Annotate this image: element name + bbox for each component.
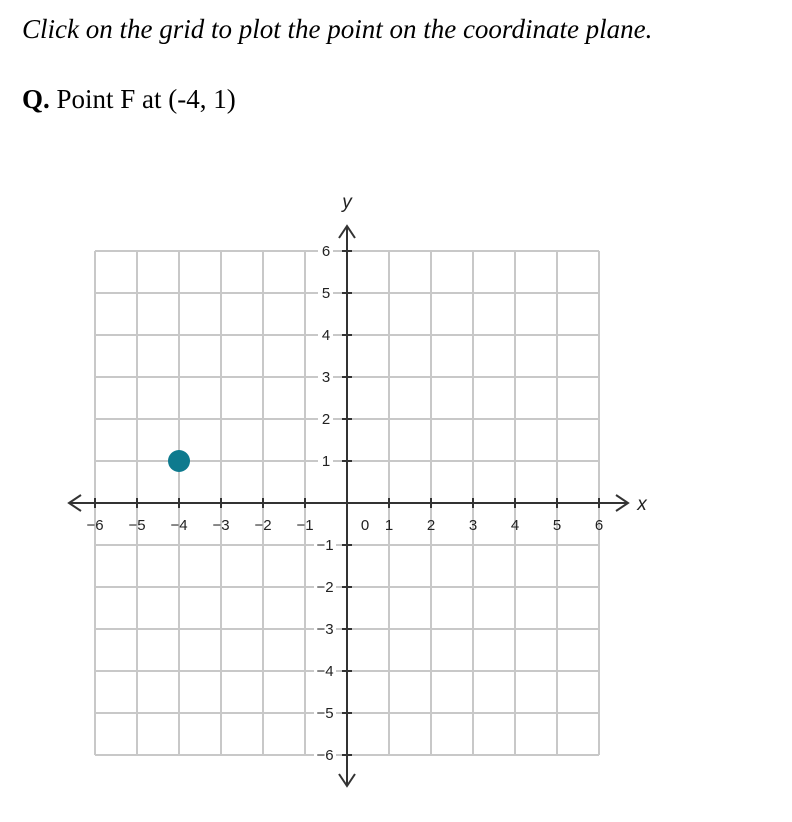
instruction-text: Click on the grid to plot the point on the coordinate plane. — [22, 14, 653, 44]
x-tick-label: 2 — [426, 517, 436, 534]
plotted-points[interactable] — [168, 450, 190, 472]
y-tick-label: 2 — [321, 411, 331, 428]
y-tick-label: 5 — [321, 285, 331, 302]
x-tick-label: −2 — [254, 517, 272, 534]
question-text: Point F at (-4, 1) — [56, 84, 236, 114]
y-tick-label: −1 — [316, 537, 334, 554]
y-tick-label: −2 — [316, 579, 334, 596]
y-tick-label: −3 — [316, 621, 334, 638]
x-tick-label: −4 — [170, 517, 188, 534]
y-tick-label: −4 — [316, 663, 334, 680]
x-tick-label: −1 — [296, 517, 314, 534]
x-tick-label: 4 — [510, 517, 520, 534]
x-tick-label: 1 — [384, 517, 394, 534]
y-tick-label: −6 — [316, 747, 334, 764]
x-tick-label: −5 — [128, 517, 146, 534]
x-tick-label: 3 — [468, 517, 478, 534]
y-axis-name: y — [342, 192, 352, 213]
y-tick-label: 6 — [321, 243, 331, 260]
y-tick-label: 4 — [321, 327, 331, 344]
x-tick-label: 6 — [594, 517, 604, 534]
x-axis-name: x — [637, 494, 647, 515]
question-label: Q. — [22, 84, 50, 114]
y-tick-label: 1 — [321, 453, 331, 470]
y-tick-label: 3 — [321, 369, 331, 386]
y-tick-label: −5 — [316, 705, 334, 722]
x-tick-label: −6 — [86, 517, 104, 534]
x-tick-label: −3 — [212, 517, 230, 534]
plotted-point[interactable] — [168, 450, 190, 472]
x-tick-label: 5 — [552, 517, 562, 534]
x-tick-label: 0 — [360, 517, 370, 534]
